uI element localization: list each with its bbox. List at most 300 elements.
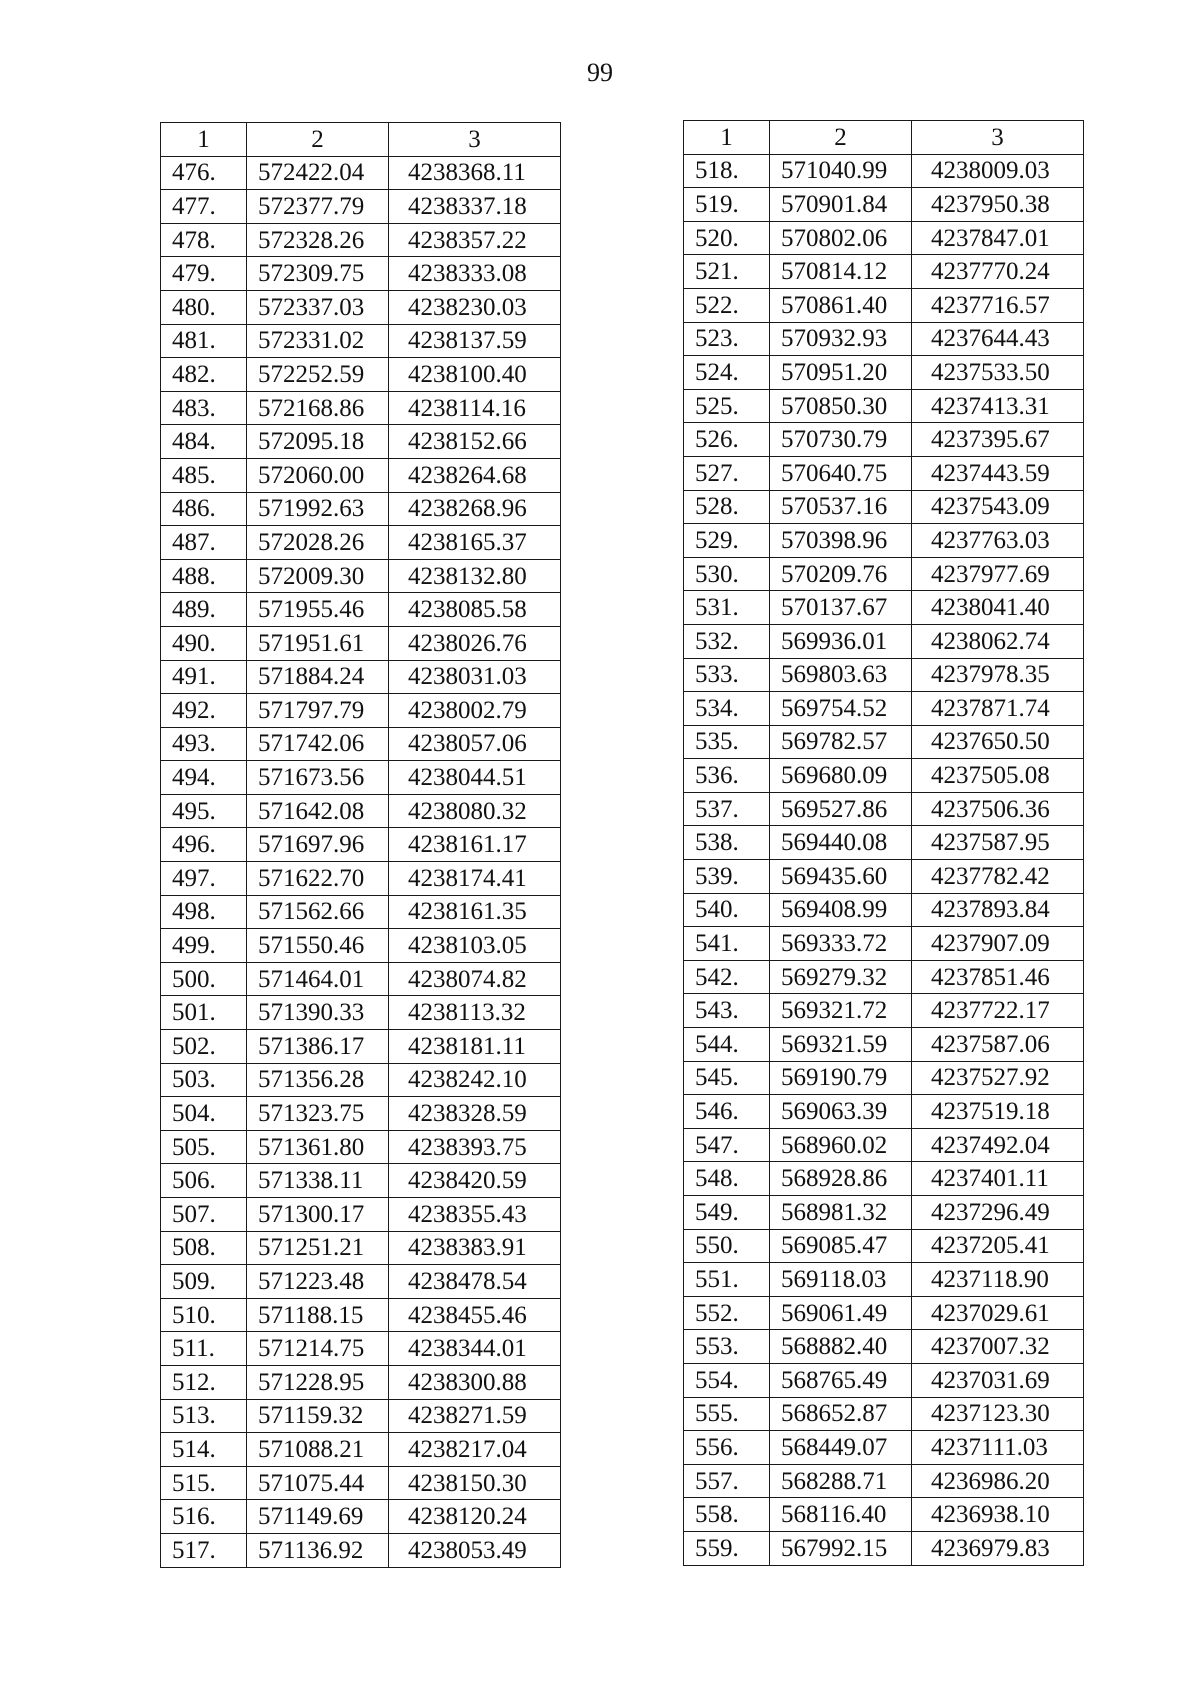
y-coordinate-cell: 4237644.43 xyxy=(912,322,1084,356)
x-coordinate-cell: 569754.52 xyxy=(770,692,912,726)
y-coordinate-cell: 4237519.18 xyxy=(912,1095,1084,1129)
point-number-cell: 483. xyxy=(161,391,247,425)
x-coordinate-cell: 568765.49 xyxy=(770,1363,912,1397)
x-coordinate-cell: 571136.92 xyxy=(247,1533,389,1567)
x-coordinate-cell: 571361.80 xyxy=(247,1130,389,1164)
table-row xyxy=(161,458,561,492)
x-coordinate-cell: 570398.96 xyxy=(770,524,912,558)
point-number-cell: 501. xyxy=(161,996,247,1030)
x-coordinate-cell: 571464.01 xyxy=(247,962,389,996)
x-coordinate-cell: 571075.44 xyxy=(247,1466,389,1500)
x-coordinate-cell: 568882.40 xyxy=(770,1330,912,1364)
x-coordinate-cell: 570137.67 xyxy=(770,591,912,625)
point-number-cell: 518. xyxy=(684,154,770,188)
y-coordinate-cell: 4237401.11 xyxy=(912,1162,1084,1196)
table-row xyxy=(161,626,561,660)
table-row xyxy=(684,221,1084,255)
y-coordinate-cell: 4238161.35 xyxy=(389,895,561,929)
point-number-cell: 558. xyxy=(684,1498,770,1532)
table-row xyxy=(684,725,1084,759)
point-number-cell: 536. xyxy=(684,759,770,793)
point-number-cell: 540. xyxy=(684,893,770,927)
x-coordinate-cell: 570802.06 xyxy=(770,221,912,255)
point-number-cell: 511. xyxy=(161,1332,247,1366)
x-coordinate-cell: 569118.03 xyxy=(770,1263,912,1297)
point-number-cell: 497. xyxy=(161,862,247,896)
x-coordinate-cell: 571223.48 xyxy=(247,1265,389,1299)
y-coordinate-cell: 4237527.92 xyxy=(912,1061,1084,1095)
point-number-cell: 532. xyxy=(684,624,770,658)
y-coordinate-cell: 4237111.03 xyxy=(912,1431,1084,1465)
table-row xyxy=(161,1298,561,1332)
y-coordinate-cell: 4238132.80 xyxy=(389,559,561,593)
header-row xyxy=(684,121,1084,155)
table-row xyxy=(684,893,1084,927)
y-coordinate-cell: 4238300.88 xyxy=(389,1365,561,1399)
x-coordinate-cell: 571884.24 xyxy=(247,660,389,694)
y-coordinate-cell: 4238026.76 xyxy=(389,626,561,660)
table-body xyxy=(161,156,561,1567)
point-number-cell: 533. xyxy=(684,658,770,692)
point-number-cell: 499. xyxy=(161,929,247,963)
point-number-cell: 542. xyxy=(684,960,770,994)
table-row xyxy=(684,1330,1084,1364)
y-coordinate-cell: 4238009.03 xyxy=(912,154,1084,188)
y-coordinate-cell: 4237587.95 xyxy=(912,826,1084,860)
x-coordinate-cell: 570861.40 xyxy=(770,288,912,322)
point-number-cell: 552. xyxy=(684,1296,770,1330)
y-coordinate-cell: 4238383.91 xyxy=(389,1231,561,1265)
point-number-cell: 556. xyxy=(684,1431,770,1465)
x-coordinate-cell: 569803.63 xyxy=(770,658,912,692)
x-coordinate-cell: 571386.17 xyxy=(247,1030,389,1064)
point-number-cell: 535. xyxy=(684,725,770,759)
y-coordinate-cell: 4237118.90 xyxy=(912,1263,1084,1297)
table-row xyxy=(161,962,561,996)
point-number-cell: 495. xyxy=(161,794,247,828)
point-number-cell: 484. xyxy=(161,425,247,459)
x-coordinate-cell: 568116.40 xyxy=(770,1498,912,1532)
table-row xyxy=(684,1363,1084,1397)
point-number-cell: 554. xyxy=(684,1363,770,1397)
point-number-cell: 513. xyxy=(161,1399,247,1433)
table-row xyxy=(684,1263,1084,1297)
table-row xyxy=(161,526,561,560)
table-row xyxy=(684,759,1084,793)
table-row xyxy=(161,559,561,593)
y-coordinate-cell: 4236979.83 xyxy=(912,1531,1084,1565)
point-number-cell: 547. xyxy=(684,1128,770,1162)
y-coordinate-cell: 4236938.10 xyxy=(912,1498,1084,1532)
table-row xyxy=(684,860,1084,894)
point-number-cell: 508. xyxy=(161,1231,247,1265)
header-row xyxy=(161,123,561,157)
x-coordinate-cell: 572028.26 xyxy=(247,526,389,560)
point-number-cell: 502. xyxy=(161,1030,247,1064)
table-row xyxy=(684,1464,1084,1498)
point-number-cell: 492. xyxy=(161,694,247,728)
table-row xyxy=(161,996,561,1030)
point-number-cell: 517. xyxy=(161,1533,247,1567)
x-coordinate-cell: 570932.93 xyxy=(770,322,912,356)
point-number-cell: 541. xyxy=(684,927,770,961)
table-row xyxy=(161,593,561,627)
x-coordinate-cell: 569063.39 xyxy=(770,1095,912,1129)
x-coordinate-cell: 572168.86 xyxy=(247,391,389,425)
x-coordinate-cell: 571188.15 xyxy=(247,1298,389,1332)
y-coordinate-cell: 4237847.01 xyxy=(912,221,1084,255)
x-coordinate-cell: 569061.49 xyxy=(770,1296,912,1330)
y-coordinate-cell: 4238152.66 xyxy=(389,425,561,459)
y-coordinate-cell: 4238368.11 xyxy=(389,156,561,190)
y-coordinate-cell: 4238393.75 xyxy=(389,1130,561,1164)
point-number-cell: 510. xyxy=(161,1298,247,1332)
y-coordinate-cell: 4238137.59 xyxy=(389,324,561,358)
x-coordinate-cell: 571214.75 xyxy=(247,1332,389,1366)
y-coordinate-cell: 4237722.17 xyxy=(912,994,1084,1028)
column-1-header: 1 xyxy=(684,121,770,155)
table-row xyxy=(161,694,561,728)
y-coordinate-cell: 4238002.79 xyxy=(389,694,561,728)
x-coordinate-cell: 569333.72 xyxy=(770,927,912,961)
table-row xyxy=(161,391,561,425)
x-coordinate-cell: 572252.59 xyxy=(247,358,389,392)
table-row xyxy=(161,1399,561,1433)
point-number-cell: 514. xyxy=(161,1433,247,1467)
x-coordinate-cell: 569321.72 xyxy=(770,994,912,1028)
table-row xyxy=(161,1198,561,1232)
y-coordinate-cell: 4238114.16 xyxy=(389,391,561,425)
y-coordinate-cell: 4237587.06 xyxy=(912,1028,1084,1062)
table-row xyxy=(684,356,1084,390)
point-number-cell: 509. xyxy=(161,1265,247,1299)
x-coordinate-cell: 571088.21 xyxy=(247,1433,389,1467)
x-coordinate-cell: 570814.12 xyxy=(770,255,912,289)
table-row xyxy=(684,255,1084,289)
x-coordinate-cell: 569680.09 xyxy=(770,759,912,793)
x-coordinate-cell: 569321.59 xyxy=(770,1028,912,1062)
column-3-header: 3 xyxy=(912,121,1084,155)
coordinates-table-right xyxy=(683,120,1084,1566)
table-row xyxy=(684,994,1084,1028)
table-row xyxy=(684,1229,1084,1263)
y-coordinate-cell: 4237395.67 xyxy=(912,423,1084,457)
y-coordinate-cell: 4236986.20 xyxy=(912,1464,1084,1498)
x-coordinate-cell: 568928.86 xyxy=(770,1162,912,1196)
table-row xyxy=(161,1433,561,1467)
y-coordinate-cell: 4237205.41 xyxy=(912,1229,1084,1263)
point-number-cell: 534. xyxy=(684,692,770,726)
table-row xyxy=(161,1466,561,1500)
table-row xyxy=(684,1028,1084,1062)
y-coordinate-cell: 4237123.30 xyxy=(912,1397,1084,1431)
table-row xyxy=(161,223,561,257)
y-coordinate-cell: 4237505.08 xyxy=(912,759,1084,793)
point-number-cell: 557. xyxy=(684,1464,770,1498)
table-row xyxy=(161,1365,561,1399)
x-coordinate-cell: 569936.01 xyxy=(770,624,912,658)
table-row xyxy=(161,358,561,392)
x-coordinate-cell: 571562.66 xyxy=(247,895,389,929)
table-row xyxy=(161,1231,561,1265)
x-coordinate-cell: 572309.75 xyxy=(247,257,389,291)
x-coordinate-cell: 569408.99 xyxy=(770,893,912,927)
point-number-cell: 546. xyxy=(684,1095,770,1129)
table-row xyxy=(161,862,561,896)
point-number-cell: 498. xyxy=(161,895,247,929)
point-number-cell: 503. xyxy=(161,1063,247,1097)
point-number-cell: 507. xyxy=(161,1198,247,1232)
y-coordinate-cell: 4238103.05 xyxy=(389,929,561,963)
point-number-cell: 529. xyxy=(684,524,770,558)
point-number-cell: 489. xyxy=(161,593,247,627)
column-1-header: 1 xyxy=(161,123,247,157)
table-row xyxy=(161,425,561,459)
x-coordinate-cell: 569782.57 xyxy=(770,725,912,759)
x-coordinate-cell: 572009.30 xyxy=(247,559,389,593)
point-number-cell: 559. xyxy=(684,1531,770,1565)
x-coordinate-cell: 568981.32 xyxy=(770,1196,912,1230)
x-coordinate-cell: 571697.96 xyxy=(247,828,389,862)
point-number-cell: 496. xyxy=(161,828,247,862)
table-row xyxy=(684,1196,1084,1230)
table-row xyxy=(684,1128,1084,1162)
y-coordinate-cell: 4238355.43 xyxy=(389,1198,561,1232)
x-coordinate-cell: 572060.00 xyxy=(247,458,389,492)
x-coordinate-cell: 571356.28 xyxy=(247,1063,389,1097)
table-row xyxy=(684,1397,1084,1431)
y-coordinate-cell: 4238150.30 xyxy=(389,1466,561,1500)
table-row xyxy=(161,895,561,929)
y-coordinate-cell: 4238217.04 xyxy=(389,1433,561,1467)
y-coordinate-cell: 4237851.46 xyxy=(912,960,1084,994)
point-number-cell: 479. xyxy=(161,257,247,291)
x-coordinate-cell: 570209.76 xyxy=(770,557,912,591)
x-coordinate-cell: 571300.17 xyxy=(247,1198,389,1232)
x-coordinate-cell: 569279.32 xyxy=(770,960,912,994)
x-coordinate-cell: 571390.33 xyxy=(247,996,389,1030)
y-coordinate-cell: 4238080.32 xyxy=(389,794,561,828)
y-coordinate-cell: 4237543.09 xyxy=(912,490,1084,524)
table-row xyxy=(684,1162,1084,1196)
y-coordinate-cell: 4237893.84 xyxy=(912,893,1084,927)
x-coordinate-cell: 570537.16 xyxy=(770,490,912,524)
y-coordinate-cell: 4237413.31 xyxy=(912,389,1084,423)
table-row xyxy=(161,1130,561,1164)
point-number-cell: 522. xyxy=(684,288,770,322)
table-row xyxy=(684,1061,1084,1095)
column-3-header: 3 xyxy=(389,123,561,157)
y-coordinate-cell: 4238161.17 xyxy=(389,828,561,862)
x-coordinate-cell: 571338.11 xyxy=(247,1164,389,1198)
point-number-cell: 486. xyxy=(161,492,247,526)
table-header xyxy=(161,123,561,157)
y-coordinate-cell: 4237716.57 xyxy=(912,288,1084,322)
y-coordinate-cell: 4238174.41 xyxy=(389,862,561,896)
x-coordinate-cell: 571797.79 xyxy=(247,694,389,728)
x-coordinate-cell: 568288.71 xyxy=(770,1464,912,1498)
x-coordinate-cell: 569190.79 xyxy=(770,1061,912,1095)
table-row xyxy=(161,257,561,291)
point-number-cell: 555. xyxy=(684,1397,770,1431)
x-coordinate-cell: 571742.06 xyxy=(247,727,389,761)
y-coordinate-cell: 4238113.32 xyxy=(389,996,561,1030)
y-coordinate-cell: 4237782.42 xyxy=(912,860,1084,894)
y-coordinate-cell: 4238420.59 xyxy=(389,1164,561,1198)
point-number-cell: 485. xyxy=(161,458,247,492)
y-coordinate-cell: 4237443.59 xyxy=(912,456,1084,490)
y-coordinate-cell: 4238455.46 xyxy=(389,1298,561,1332)
table-row xyxy=(684,389,1084,423)
point-number-cell: 539. xyxy=(684,860,770,894)
y-coordinate-cell: 4237296.49 xyxy=(912,1196,1084,1230)
table-row xyxy=(161,492,561,526)
y-coordinate-cell: 4237506.36 xyxy=(912,792,1084,826)
point-number-cell: 491. xyxy=(161,660,247,694)
table-row xyxy=(684,1498,1084,1532)
y-coordinate-cell: 4238062.74 xyxy=(912,624,1084,658)
x-coordinate-cell: 571550.46 xyxy=(247,929,389,963)
point-number-cell: 549. xyxy=(684,1196,770,1230)
x-coordinate-cell: 570730.79 xyxy=(770,423,912,457)
y-coordinate-cell: 4237950.38 xyxy=(912,188,1084,222)
table-row xyxy=(161,1097,561,1131)
y-coordinate-cell: 4238120.24 xyxy=(389,1500,561,1534)
x-coordinate-cell: 570640.75 xyxy=(770,456,912,490)
y-coordinate-cell: 4237007.32 xyxy=(912,1330,1084,1364)
table-row xyxy=(684,456,1084,490)
y-coordinate-cell: 4237871.74 xyxy=(912,692,1084,726)
x-coordinate-cell: 571992.63 xyxy=(247,492,389,526)
x-coordinate-cell: 571622.70 xyxy=(247,862,389,896)
y-coordinate-cell: 4238264.68 xyxy=(389,458,561,492)
table-row xyxy=(161,1063,561,1097)
point-number-cell: 493. xyxy=(161,727,247,761)
point-number-cell: 515. xyxy=(161,1466,247,1500)
x-coordinate-cell: 568652.87 xyxy=(770,1397,912,1431)
y-coordinate-cell: 4238181.11 xyxy=(389,1030,561,1064)
table-row xyxy=(161,1265,561,1299)
point-number-cell: 530. xyxy=(684,557,770,591)
table-row xyxy=(684,960,1084,994)
x-coordinate-cell: 571149.69 xyxy=(247,1500,389,1534)
table-row xyxy=(161,1533,561,1567)
table-row xyxy=(684,557,1084,591)
table-row xyxy=(161,1164,561,1198)
y-coordinate-cell: 4237029.61 xyxy=(912,1296,1084,1330)
x-coordinate-cell: 571159.32 xyxy=(247,1399,389,1433)
point-number-cell: 478. xyxy=(161,223,247,257)
table-row xyxy=(684,322,1084,356)
y-coordinate-cell: 4237907.09 xyxy=(912,927,1084,961)
y-coordinate-cell: 4238057.06 xyxy=(389,727,561,761)
y-coordinate-cell: 4238357.22 xyxy=(389,223,561,257)
table-row xyxy=(684,524,1084,558)
point-number-cell: 531. xyxy=(684,591,770,625)
y-coordinate-cell: 4238053.49 xyxy=(389,1533,561,1567)
point-number-cell: 490. xyxy=(161,626,247,660)
table-row xyxy=(684,288,1084,322)
column-2-header: 2 xyxy=(770,121,912,155)
table-row xyxy=(161,190,561,224)
x-coordinate-cell: 569435.60 xyxy=(770,860,912,894)
point-number-cell: 545. xyxy=(684,1061,770,1095)
x-coordinate-cell: 572331.02 xyxy=(247,324,389,358)
x-coordinate-cell: 572328.26 xyxy=(247,223,389,257)
table-row xyxy=(161,761,561,795)
y-coordinate-cell: 4238044.51 xyxy=(389,761,561,795)
point-number-cell: 482. xyxy=(161,358,247,392)
table-row xyxy=(684,792,1084,826)
y-coordinate-cell: 4237978.35 xyxy=(912,658,1084,692)
point-number-cell: 523. xyxy=(684,322,770,356)
point-number-cell: 500. xyxy=(161,962,247,996)
point-number-cell: 548. xyxy=(684,1162,770,1196)
point-number-cell: 528. xyxy=(684,490,770,524)
table-row xyxy=(684,423,1084,457)
point-number-cell: 526. xyxy=(684,423,770,457)
x-coordinate-cell: 571228.95 xyxy=(247,1365,389,1399)
table-row xyxy=(161,660,561,694)
x-coordinate-cell: 571955.46 xyxy=(247,593,389,627)
x-coordinate-cell: 570901.84 xyxy=(770,188,912,222)
point-number-cell: 476. xyxy=(161,156,247,190)
table-row xyxy=(161,1030,561,1064)
y-coordinate-cell: 4238085.58 xyxy=(389,593,561,627)
y-coordinate-cell: 4238242.10 xyxy=(389,1063,561,1097)
x-coordinate-cell: 571951.61 xyxy=(247,626,389,660)
y-coordinate-cell: 4238271.59 xyxy=(389,1399,561,1433)
table-row xyxy=(684,826,1084,860)
x-coordinate-cell: 569085.47 xyxy=(770,1229,912,1263)
table-row xyxy=(161,794,561,828)
point-number-cell: 516. xyxy=(161,1500,247,1534)
table-body xyxy=(684,154,1084,1565)
y-coordinate-cell: 4238230.03 xyxy=(389,290,561,324)
point-number-cell: 525. xyxy=(684,389,770,423)
y-coordinate-cell: 4237770.24 xyxy=(912,255,1084,289)
point-number-cell: 504. xyxy=(161,1097,247,1131)
point-number-cell: 481. xyxy=(161,324,247,358)
x-coordinate-cell: 572377.79 xyxy=(247,190,389,224)
point-number-cell: 550. xyxy=(684,1229,770,1263)
y-coordinate-cell: 4238478.54 xyxy=(389,1265,561,1299)
x-coordinate-cell: 572422.04 xyxy=(247,156,389,190)
point-number-cell: 543. xyxy=(684,994,770,1028)
table-row xyxy=(684,658,1084,692)
y-coordinate-cell: 4238100.40 xyxy=(389,358,561,392)
x-coordinate-cell: 572095.18 xyxy=(247,425,389,459)
point-number-cell: 553. xyxy=(684,1330,770,1364)
point-number-cell: 544. xyxy=(684,1028,770,1062)
x-coordinate-cell: 571642.08 xyxy=(247,794,389,828)
y-coordinate-cell: 4238031.03 xyxy=(389,660,561,694)
table-row xyxy=(161,727,561,761)
point-number-cell: 477. xyxy=(161,190,247,224)
table-row xyxy=(684,624,1084,658)
point-number-cell: 494. xyxy=(161,761,247,795)
x-coordinate-cell: 568449.07 xyxy=(770,1431,912,1465)
table-row xyxy=(161,1332,561,1366)
table-row xyxy=(161,324,561,358)
column-2-header: 2 xyxy=(247,123,389,157)
x-coordinate-cell: 569527.86 xyxy=(770,792,912,826)
table-row xyxy=(161,156,561,190)
y-coordinate-cell: 4238165.37 xyxy=(389,526,561,560)
y-coordinate-cell: 4237650.50 xyxy=(912,725,1084,759)
point-number-cell: 537. xyxy=(684,792,770,826)
point-number-cell: 524. xyxy=(684,356,770,390)
